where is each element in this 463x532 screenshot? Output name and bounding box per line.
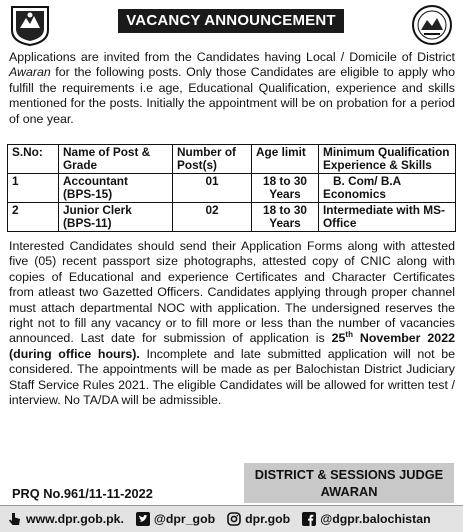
cursor-hand-icon bbox=[8, 512, 22, 526]
footer-instagram[interactable] bbox=[227, 512, 290, 526]
header-post-name: Name of Post & Grade bbox=[59, 145, 173, 174]
cell-sno: 2 bbox=[8, 203, 59, 232]
intro-paragraph bbox=[9, 50, 455, 127]
footer-facebook[interactable] bbox=[302, 512, 430, 526]
qualification-line-1: Intermediate with MS- bbox=[323, 203, 445, 217]
cell-age bbox=[252, 203, 319, 232]
department-seal-logo bbox=[410, 4, 454, 46]
facebook-handle[interactable]: @dgpr.balochistan bbox=[320, 512, 431, 526]
instructions-paragraph bbox=[9, 239, 455, 408]
instagram-icon bbox=[227, 512, 241, 526]
qualification-line-2: Economics bbox=[323, 187, 386, 201]
age-range: 18 to 30 bbox=[263, 174, 307, 188]
header-sno: S.No: bbox=[8, 145, 59, 174]
last-date-suffix: th bbox=[345, 330, 353, 340]
cell-post bbox=[59, 174, 173, 203]
instagram-handle[interactable]: dpr.gob bbox=[245, 512, 291, 526]
post-name: Junior Clerk bbox=[63, 203, 132, 217]
twitter-handle[interactable]: @dpr_gob bbox=[153, 512, 216, 526]
signatory-title: DISTRICT & SESSIONS JUDGE bbox=[254, 467, 444, 482]
instructions-text-2: Incomplete and late submitted application will not be considered. The appointments will be made as per Balochistan District Judiciary Staff Service Rules 2021. The eligible Candidates will be allowed for written test / interview. No TA/DA will be admissible. bbox=[9, 346, 455, 408]
instructions-text: Interested Candidates should send their Application Forms along with attested five (05) recent passport size photographs, attested copy of CNIC along with copies of Educational and experience Certificates and Character Certificates from atleast two Gazetted Officers. Candidates applying through proper channel must attach departmental NOC with application. The undersigned reserves the right not to fill any vacancy or to fill more or less than the number of vacancies announced. Last date for submission of application is bbox=[9, 239, 455, 346]
twitter-icon bbox=[136, 512, 150, 526]
prq-number: PRQ No.961/11-11-2022 bbox=[12, 486, 153, 501]
signatory-district: AWARAN bbox=[320, 484, 378, 499]
qualification-line-1: B. Com/ B.A bbox=[333, 174, 402, 188]
vacancy-title: VACANCY ANNOUNCEMENT bbox=[118, 9, 344, 33]
cell-qualification bbox=[319, 203, 456, 232]
intro-text-1: Applications are invited from the Candidates having Local / Domicile of District bbox=[9, 50, 455, 64]
header-age: Age limit bbox=[252, 145, 319, 174]
website-link[interactable]: www.dpr.gob.pk. bbox=[26, 512, 124, 526]
cell-count: 01 bbox=[173, 174, 252, 203]
posts-table bbox=[7, 144, 456, 232]
cell-post bbox=[59, 203, 173, 232]
header-number: Number of Post(s) bbox=[173, 145, 252, 174]
cell-sno: 1 bbox=[8, 174, 59, 203]
cell-qualification bbox=[319, 174, 456, 203]
qualification-line-2: Office bbox=[323, 216, 357, 230]
cell-count: 02 bbox=[173, 203, 252, 232]
cell-age bbox=[252, 174, 319, 203]
table-row bbox=[8, 174, 456, 203]
balochistan-emblem-logo bbox=[8, 4, 52, 46]
post-name: Accountant bbox=[63, 174, 128, 188]
last-date-rest: November 2022 (during office hours). bbox=[9, 331, 455, 361]
post-grade: (BPS-15) bbox=[63, 187, 113, 201]
footer-twitter[interactable] bbox=[136, 512, 215, 526]
header-qualification: Minimum Qualification Experience & Skills bbox=[319, 145, 456, 174]
intro-text-2: for the following posts. Only those Candidates are eligible to apply who fulfill the requirements i.e age, Educational Qualification, experience and skills mentioned for the posts. Initially the appointment will be on probation for a period of one year. bbox=[9, 65, 455, 126]
facebook-icon bbox=[302, 512, 316, 526]
post-grade: (BPS-11) bbox=[63, 216, 112, 230]
table-row bbox=[8, 203, 456, 232]
age-unit: Years bbox=[269, 187, 301, 201]
signatory-box bbox=[244, 463, 454, 503]
last-date-day: 25 bbox=[331, 331, 346, 346]
age-range: 18 to 30 bbox=[263, 203, 307, 217]
table-header-row bbox=[8, 145, 456, 174]
intro-district: Awaran bbox=[9, 65, 51, 80]
footer-bar bbox=[0, 505, 463, 532]
footer-website[interactable] bbox=[8, 512, 124, 526]
age-unit: Years bbox=[269, 216, 301, 230]
